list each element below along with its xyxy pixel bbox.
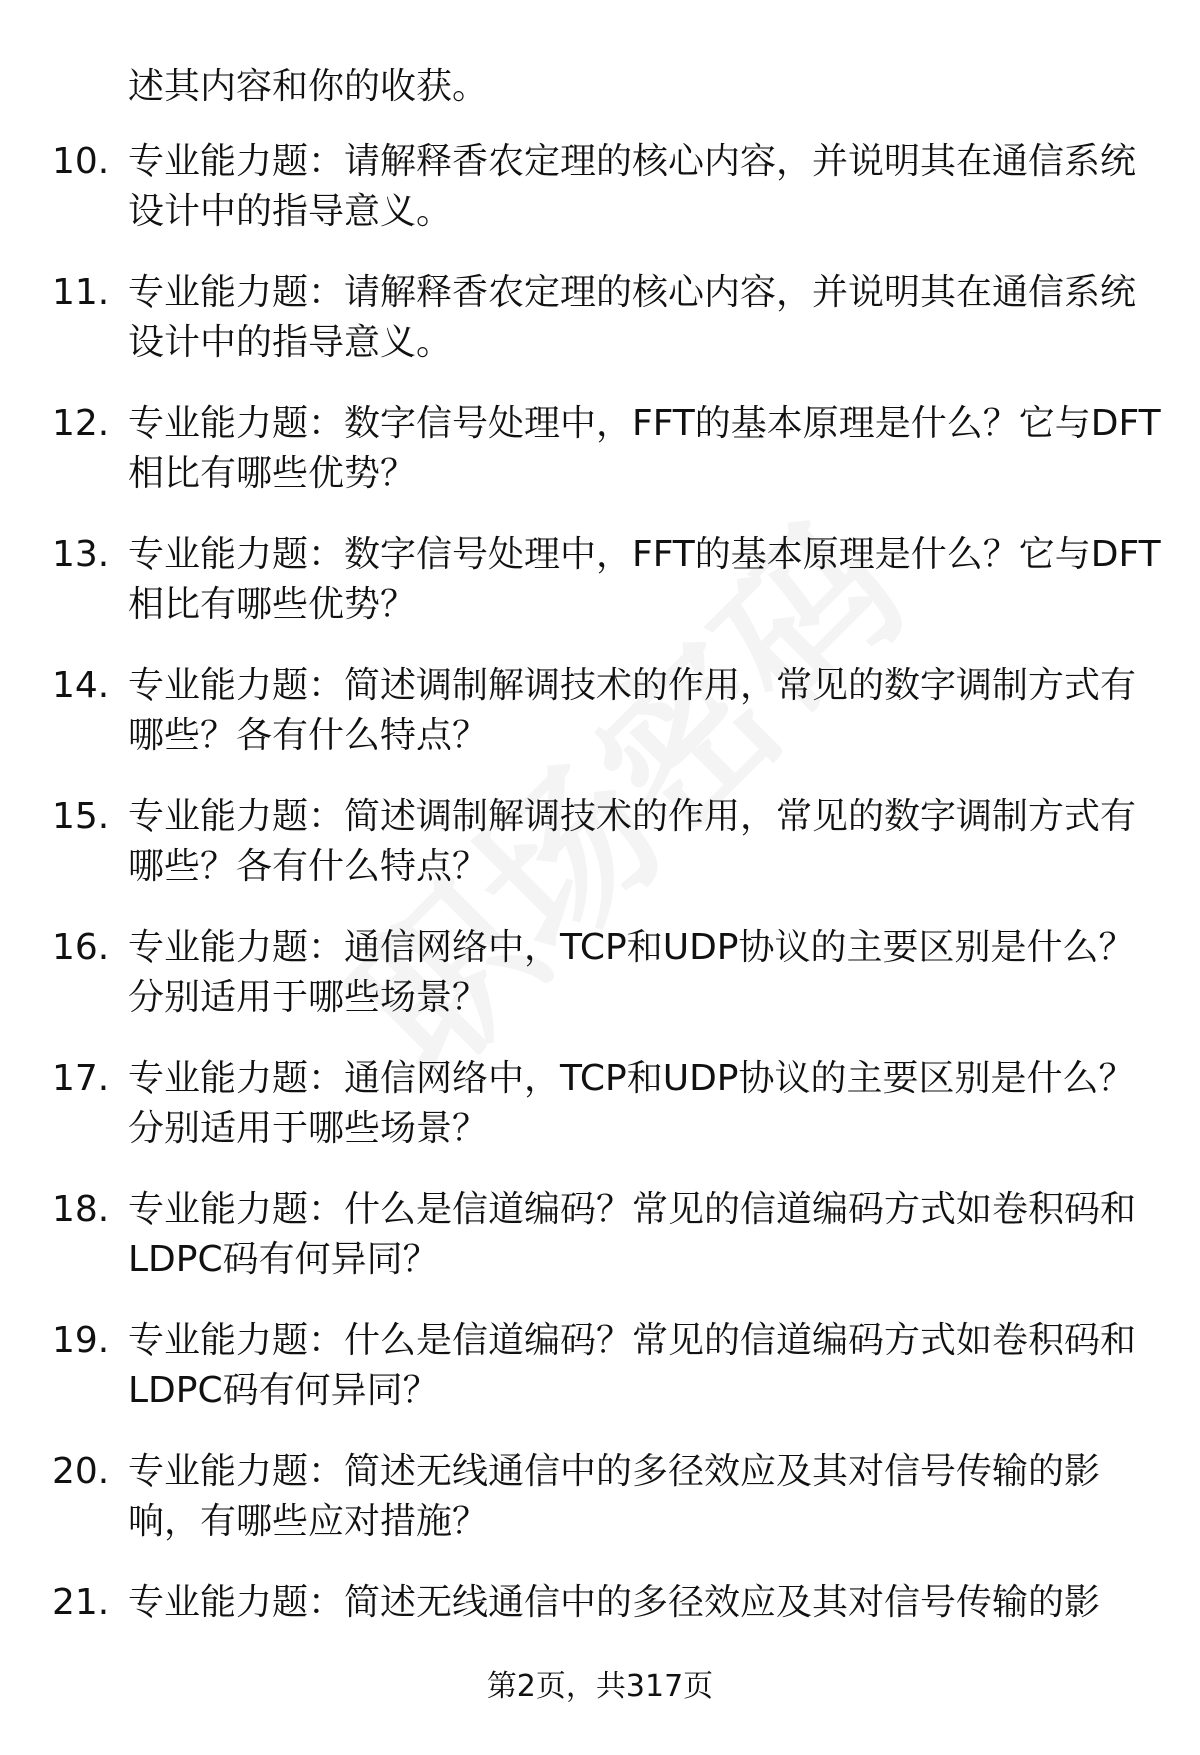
question-text bbox=[128, 923, 1158, 1023]
question-number: 20. bbox=[52, 1451, 110, 1492]
question-number: 13. bbox=[52, 534, 110, 575]
question-line: 分别适用于哪些场景？ bbox=[128, 1108, 489, 1149]
question-text bbox=[128, 268, 1158, 368]
question-item bbox=[0, 1185, 1200, 1316]
question-item bbox=[0, 1054, 1200, 1185]
question-item bbox=[0, 268, 1200, 399]
question-text bbox=[128, 137, 1158, 237]
question-line: 专业能力题：请解释香农定理的核心内容，并说明其在通信系统 bbox=[128, 272, 1137, 313]
question-line: 专业能力题：什么是信道编码？常见的信道编码方式如卷积码和 bbox=[128, 1320, 1137, 1361]
question-line: 哪些？各有什么特点？ bbox=[128, 715, 489, 756]
question-line: 相比有哪些优势？ bbox=[128, 584, 417, 625]
question-line: 相比有哪些优势？ bbox=[128, 453, 417, 494]
question-number: 14. bbox=[52, 665, 110, 706]
question-item bbox=[0, 923, 1200, 1054]
question-text bbox=[128, 1447, 1158, 1547]
question-item bbox=[0, 530, 1200, 661]
question-line: 专业能力题：什么是信道编码？常见的信道编码方式如卷积码和 bbox=[128, 1189, 1137, 1230]
question-item bbox=[0, 399, 1200, 530]
question-text bbox=[128, 1316, 1158, 1416]
question-number: 17. bbox=[52, 1058, 110, 1099]
question-text bbox=[128, 661, 1158, 761]
question-line: 设计中的指导意义。 bbox=[128, 322, 453, 363]
question-line: 分别适用于哪些场景？ bbox=[128, 977, 489, 1018]
question-line: LDPC码有何异同？ bbox=[128, 1370, 439, 1411]
question-text bbox=[128, 792, 1158, 892]
question-text bbox=[128, 530, 1161, 630]
question-item bbox=[0, 1447, 1200, 1578]
question-line: 哪些？各有什么特点？ bbox=[128, 846, 489, 887]
question-number: 10. bbox=[52, 141, 110, 182]
question-line: 专业能力题：简述无线通信中的多径效应及其对信号传输的影 bbox=[128, 1451, 1101, 1492]
question-line: 专业能力题：通信网络中，TCP和UDP协议的主要区别是什么？ bbox=[128, 1058, 1135, 1099]
question-number: 12. bbox=[52, 403, 110, 444]
question-text bbox=[128, 1185, 1158, 1285]
question-item bbox=[0, 792, 1200, 923]
page-footer: 第2页，共317页 bbox=[486, 1669, 714, 1704]
question-line: 设计中的指导意义。 bbox=[128, 191, 453, 232]
question-line: 专业能力题：通信网络中，TCP和UDP协议的主要区别是什么？ bbox=[128, 927, 1135, 968]
question-line: 专业能力题：请解释香农定理的核心内容，并说明其在通信系统 bbox=[128, 141, 1137, 182]
question-number: 21. bbox=[52, 1582, 110, 1623]
question-item bbox=[0, 661, 1200, 792]
question-number: 18. bbox=[52, 1189, 110, 1230]
question-item bbox=[0, 137, 1200, 268]
question-number: 11. bbox=[52, 272, 110, 313]
question-line: 专业能力题：数字信号处理中，FFT的基本原理是什么？它与DFT bbox=[128, 403, 1161, 444]
question-text bbox=[128, 1578, 1158, 1628]
question-list bbox=[0, 137, 1200, 1709]
question-line: 专业能力题：简述调制解调技术的作用，常见的数字调制方式有 bbox=[128, 796, 1137, 837]
question-item bbox=[0, 1316, 1200, 1447]
question-number: 16. bbox=[52, 927, 110, 968]
question-text bbox=[128, 1054, 1158, 1154]
question-number: 15. bbox=[52, 796, 110, 837]
question-text bbox=[128, 399, 1161, 499]
question-number: 19. bbox=[52, 1320, 110, 1361]
question-line: 响，有哪些应对措施？ bbox=[128, 1501, 489, 1542]
continued-question-text: 述其内容和你的收获。 bbox=[128, 66, 489, 107]
question-line: 专业能力题：简述无线通信中的多径效应及其对信号传输的影 bbox=[128, 1582, 1101, 1623]
question-line: 专业能力题：简述调制解调技术的作用，常见的数字调制方式有 bbox=[128, 665, 1137, 706]
question-line: 专业能力题：数字信号处理中，FFT的基本原理是什么？它与DFT bbox=[128, 534, 1161, 575]
question-line: LDPC码有何异同？ bbox=[128, 1239, 439, 1280]
